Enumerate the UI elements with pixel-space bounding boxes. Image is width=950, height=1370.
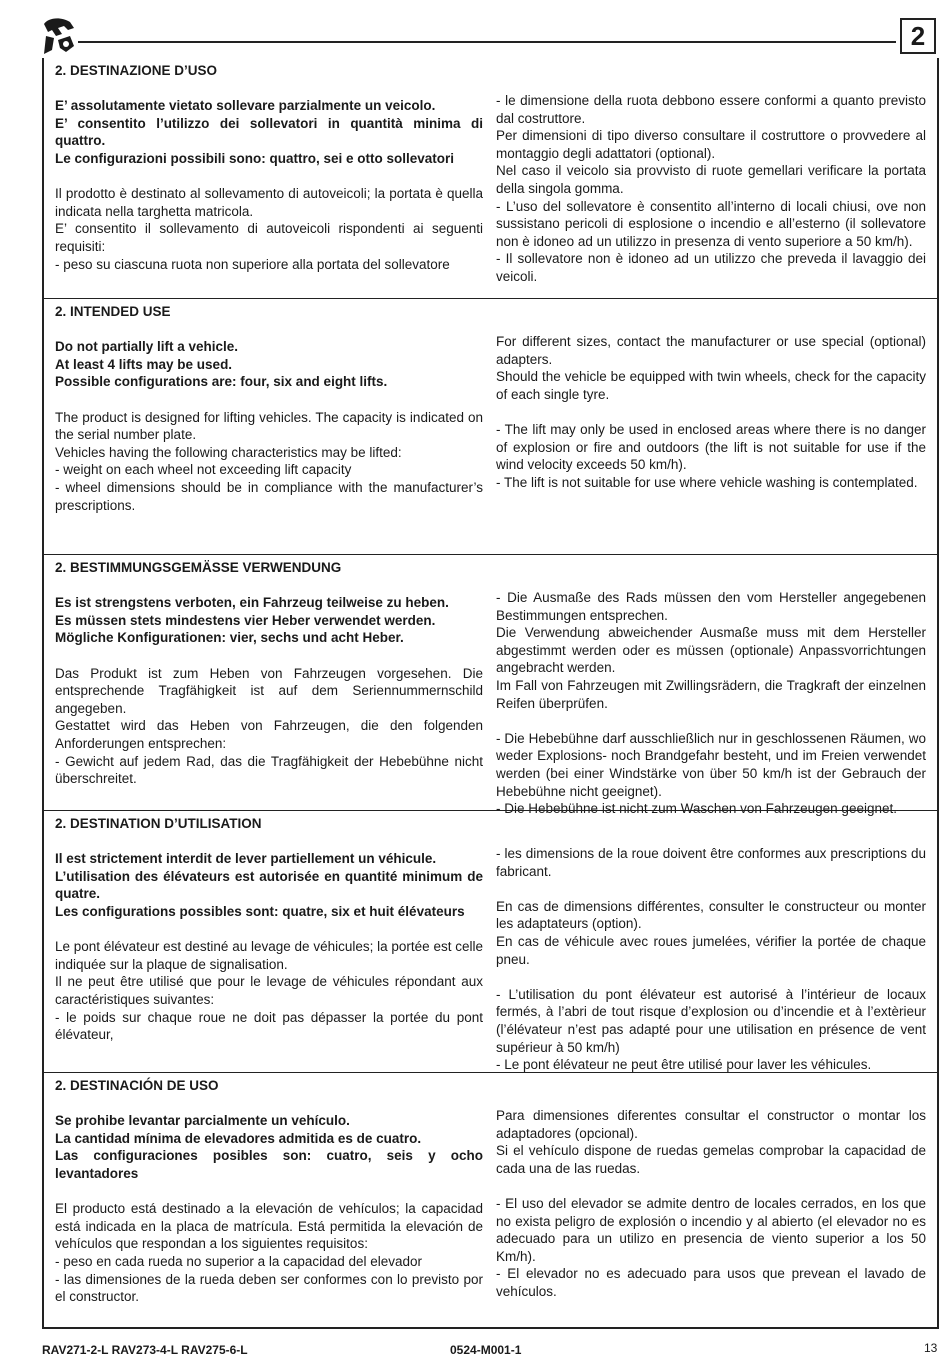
- section-heading: 2. BESTIMMUNGSGEMÄSSE VERWENDUNG: [55, 560, 342, 575]
- body-paragraph: - las dimensiones de la rueda deben ser conformes con lo previsto por el constructor.: [55, 1271, 483, 1305]
- body-paragraph: [496, 1177, 926, 1195]
- section-heading: 2. DESTINATION D’UTILISATION: [55, 816, 262, 831]
- section-heading: 2. DESTINACIÓN DE USO: [55, 1078, 219, 1093]
- body-paragraph: Im Fall von Fahrzeugen mit Zwillingsrädern, die Tragkraft der einzelnen Reifen überprüfen.: [496, 677, 926, 711]
- body-paragraph: Para dimensiones diferentes consultar el constructor o montar los adaptadores (opcional).: [496, 1108, 926, 1141]
- body-paragraph: Il ne peut être utilisé que pour le levage de véhicules répondant aux caractéristiques suivantes:: [55, 974, 483, 1007]
- safety-warning: L’utilisation des élévateurs est autorisée en quantité minimum de quatre.: [55, 868, 483, 902]
- section-right-column: [496, 92, 926, 286]
- chapter-number-box: 2: [900, 18, 936, 54]
- safety-warning: Se prohibe levantar parcialmente un vehículo.: [55, 1113, 350, 1129]
- body-paragraph: Per dimensioni di tipo diverso consultare il costruttore o provvedere al montaggio degli adattatori (optional).: [496, 128, 926, 161]
- body-paragraph: - le dimensione della ruota debbono essere conformi a quanto previsto dal costruttore.: [496, 93, 926, 126]
- body-paragraph: Il prodotto è destinato al sollevamento di autoveicoli; la portata è quella indicata nella targhetta matricola.: [55, 186, 483, 219]
- body-paragraph: [496, 712, 926, 730]
- body-paragraph: - Die Ausmaße des Rads müssen den vom Hersteller angegebenen Bestimmungen entsprechen.: [496, 590, 926, 623]
- body-paragraph: - El elevador no es adecuado para usos que prevean el lavado de vehículos.: [496, 1266, 926, 1299]
- body-paragraph: - L’uso del sollevatore è consentito all’interno di locali chiusi, ove non sussistano pericoli di esplosione o incendio e all’esterno (il sollevatore non è idoneo ad un utilizzo in presenza di vento superiore a 50 km/h).: [496, 198, 926, 249]
- safety-warning: Le configurazioni possibili sono: quattro, sei e otto sollevatori: [55, 150, 455, 166]
- footer-page-number: 13: [924, 1341, 938, 1355]
- body-paragraph: - L’utilisation du pont élévateur est autorisé à l’intérieur de locaux fermés, à l’abri de tout risque d’explosion ou d’incendie et à l’extèrieur (l’élévateur n’est pas adapté pour une utilisation en présence de vent supérieur à 50 km/h): [496, 986, 926, 1055]
- body-paragraph: [496, 403, 926, 421]
- body-paragraph: - Il sollevatore non è idoneo ad un utilizzo che preveda il lavaggio dei veicoli.: [496, 251, 926, 284]
- safety-warning: Es ist strengstens verboten, ein Fahrzeug teilweise zu heben.: [55, 595, 449, 611]
- body-paragraph: Le pont élévateur est destiné au levage de véhicules; la portée est celle indiquée sur la plaque de signalisation.: [55, 939, 483, 972]
- body-paragraph: - Die Hebebühne ist nicht zum Waschen von Fahrzeugen geeignet.: [496, 801, 897, 817]
- safety-warning: Do not partially lift a vehicle.: [55, 339, 239, 355]
- safety-warning: Il est strictement interdit de lever partiellement un véhicule.: [55, 851, 437, 867]
- safety-warning: Possible configurations are: four, six and eight lifts.: [55, 374, 388, 390]
- body-paragraph: The product is designed for lifting vehicles. The capacity is indicated on the serial number plate.: [55, 409, 483, 443]
- body-paragraph: - le poids sur chaque roue ne doit pas dépasser la portée du pont élévateur,: [55, 1009, 483, 1043]
- safety-warning: At least 4 lifts may be used.: [55, 356, 233, 372]
- section-german: [42, 554, 938, 817]
- body-paragraph: E’ consentito il sollevamento di autoveicoli rispondenti ai seguenti requisiti:: [55, 221, 483, 254]
- safety-warning: E’ consentito l’utilizzo dei sollevatori in quantità minima di quattro.: [55, 115, 483, 149]
- section-right-column: [496, 589, 926, 818]
- body-paragraph: - weight on each wheel not exceeding lift capacity: [55, 462, 352, 478]
- body-paragraph: Die Verwendung abweichender Ausmaße muss mit dem Hersteller abgestimmt werden oder es müssen (optionale) Anpassvorrichtungen angebracht werden.: [496, 625, 926, 676]
- body-paragraph: - les dimensions de la roue doivent être conformes aux prescriptions du fabricant.: [496, 846, 926, 879]
- section-right-column: [496, 333, 926, 491]
- body-paragraph: - peso en cada rueda no superior a la capacidad del elevador: [55, 1253, 422, 1269]
- body-paragraph: Nel caso il veicolo sia provvisto di ruote gemellari verificare la portata della singola gomma.: [496, 163, 926, 196]
- section-left-column: [55, 559, 483, 788]
- body-paragraph: [496, 880, 926, 898]
- body-paragraph: Should the vehicle be equipped with twin wheels, check for the capacity of each single tyre.: [496, 369, 926, 402]
- body-paragraph: - The lift may only be used in enclosed areas where there is no danger of explosion or fire and outdoors (the lift is not suitable for use if the wind velocity exceeds 50 km/h).: [496, 421, 926, 473]
- section-spanish: [42, 1072, 938, 1328]
- section-english: [42, 298, 938, 555]
- body-paragraph: Gestattet wird das Heben von Fahrzeugen, die den folgenden Anforderungen entsprechen:: [55, 718, 483, 751]
- body-paragraph: El producto está destinado a la elevación de vehículos; la capacidad está indicada en la placa de matrícula. Está permitida la elevación de vehículos que respondan a los siguientes requisitos:: [55, 1201, 483, 1252]
- body-paragraph: En cas de véhicule avec roues jumelées, vérifier la portée de chaque pneu.: [496, 933, 926, 967]
- section-left-column: [55, 62, 483, 273]
- body-paragraph: Si el vehículo dispone de ruedas gemelas comprobar la capacidad de cada una de las ruedas.: [496, 1143, 926, 1176]
- safety-warning: Las configuraciones posibles son: cuatro, seis y ocho levantadores: [55, 1148, 483, 1181]
- safety-warning: Es müssen stets mindestens vier Heber verwendet werden.: [55, 612, 436, 628]
- section-right-column: [496, 845, 926, 1074]
- section-italian: [42, 58, 938, 298]
- brand-logo: [40, 16, 78, 56]
- body-paragraph: - The lift is not suitable for use where vehicle washing is contemplated.: [496, 474, 918, 490]
- body-paragraph: - Die Hebebühne darf ausschließlich nur in geschlossenen Räumen, wo weder Explosions- noch Brandgefahr besteht, und im Freien verwendet werden (bei einer Windstärke von über 50 km/h ist der Gebrauch der Hebebühne nicht geeignet).: [496, 730, 926, 799]
- header-rule: [78, 41, 896, 43]
- body-paragraph: - El uso del elevador se admite dentro de locales cerrados, en los que no exista peligro de explosión o incendio y al abierto (el elevador no es adecuado para un utilizo en presencia de viento superior a los 50 Km/h).: [496, 1195, 926, 1264]
- body-paragraph: [496, 968, 926, 986]
- body-paragraph: Das Produkt ist zum Heben von Fahrzeugen vorgesehen. Die entsprechende Tragfähigkeit ist auf dem Seriennummernschild angegeben.: [55, 665, 483, 716]
- body-paragraph: Vehicles having the following characteristics may be lifted:: [55, 444, 402, 460]
- safety-warning: La cantidad mínima de elevadores admitida es de cuatro.: [55, 1130, 422, 1146]
- section-left-column: [55, 303, 483, 514]
- body-paragraph: For different sizes, contact the manufacturer or use special (optional) adapters.: [496, 334, 926, 367]
- section-right-column: [496, 1107, 926, 1301]
- body-paragraph: - Gewicht auf jedem Rad, das die Tragfähigkeit der Hebebühne nicht überschreitet.: [55, 753, 483, 787]
- safety-warning: Les configurations possibles sont: quatre, six et huit élévateurs: [55, 903, 465, 919]
- footer-document-code: 0524-M001-1: [450, 1343, 522, 1357]
- body-paragraph: En cas de dimensions différentes, consulter le constructeur ou monter les adaptateurs (option).: [496, 898, 926, 932]
- body-paragraph: - peso su ciascuna ruota non superiore alla portata del sollevatore: [55, 256, 450, 272]
- body-paragraph: - wheel dimensions should be in compliance with the manufacturer’s prescriptions.: [55, 479, 483, 513]
- section-heading: 2. DESTINAZIONE D’USO: [55, 63, 218, 78]
- section-french: [42, 810, 938, 1073]
- section-left-column: [55, 1077, 483, 1306]
- safety-warning: Mögliche Konfigurationen: vier, sechs und acht Heber.: [55, 630, 404, 646]
- footer-model-codes: RAV271-2-L RAV273-4-L RAV275-6-L: [42, 1343, 248, 1357]
- safety-warning: E’ assolutamente vietato sollevare parzialmente un veicolo.: [55, 98, 436, 114]
- body-paragraph: - Le pont élévateur ne peut être utilisé pour laver les véhicules.: [496, 1057, 872, 1073]
- section-heading: 2. INTENDED USE: [55, 304, 171, 319]
- section-left-column: [55, 815, 483, 1044]
